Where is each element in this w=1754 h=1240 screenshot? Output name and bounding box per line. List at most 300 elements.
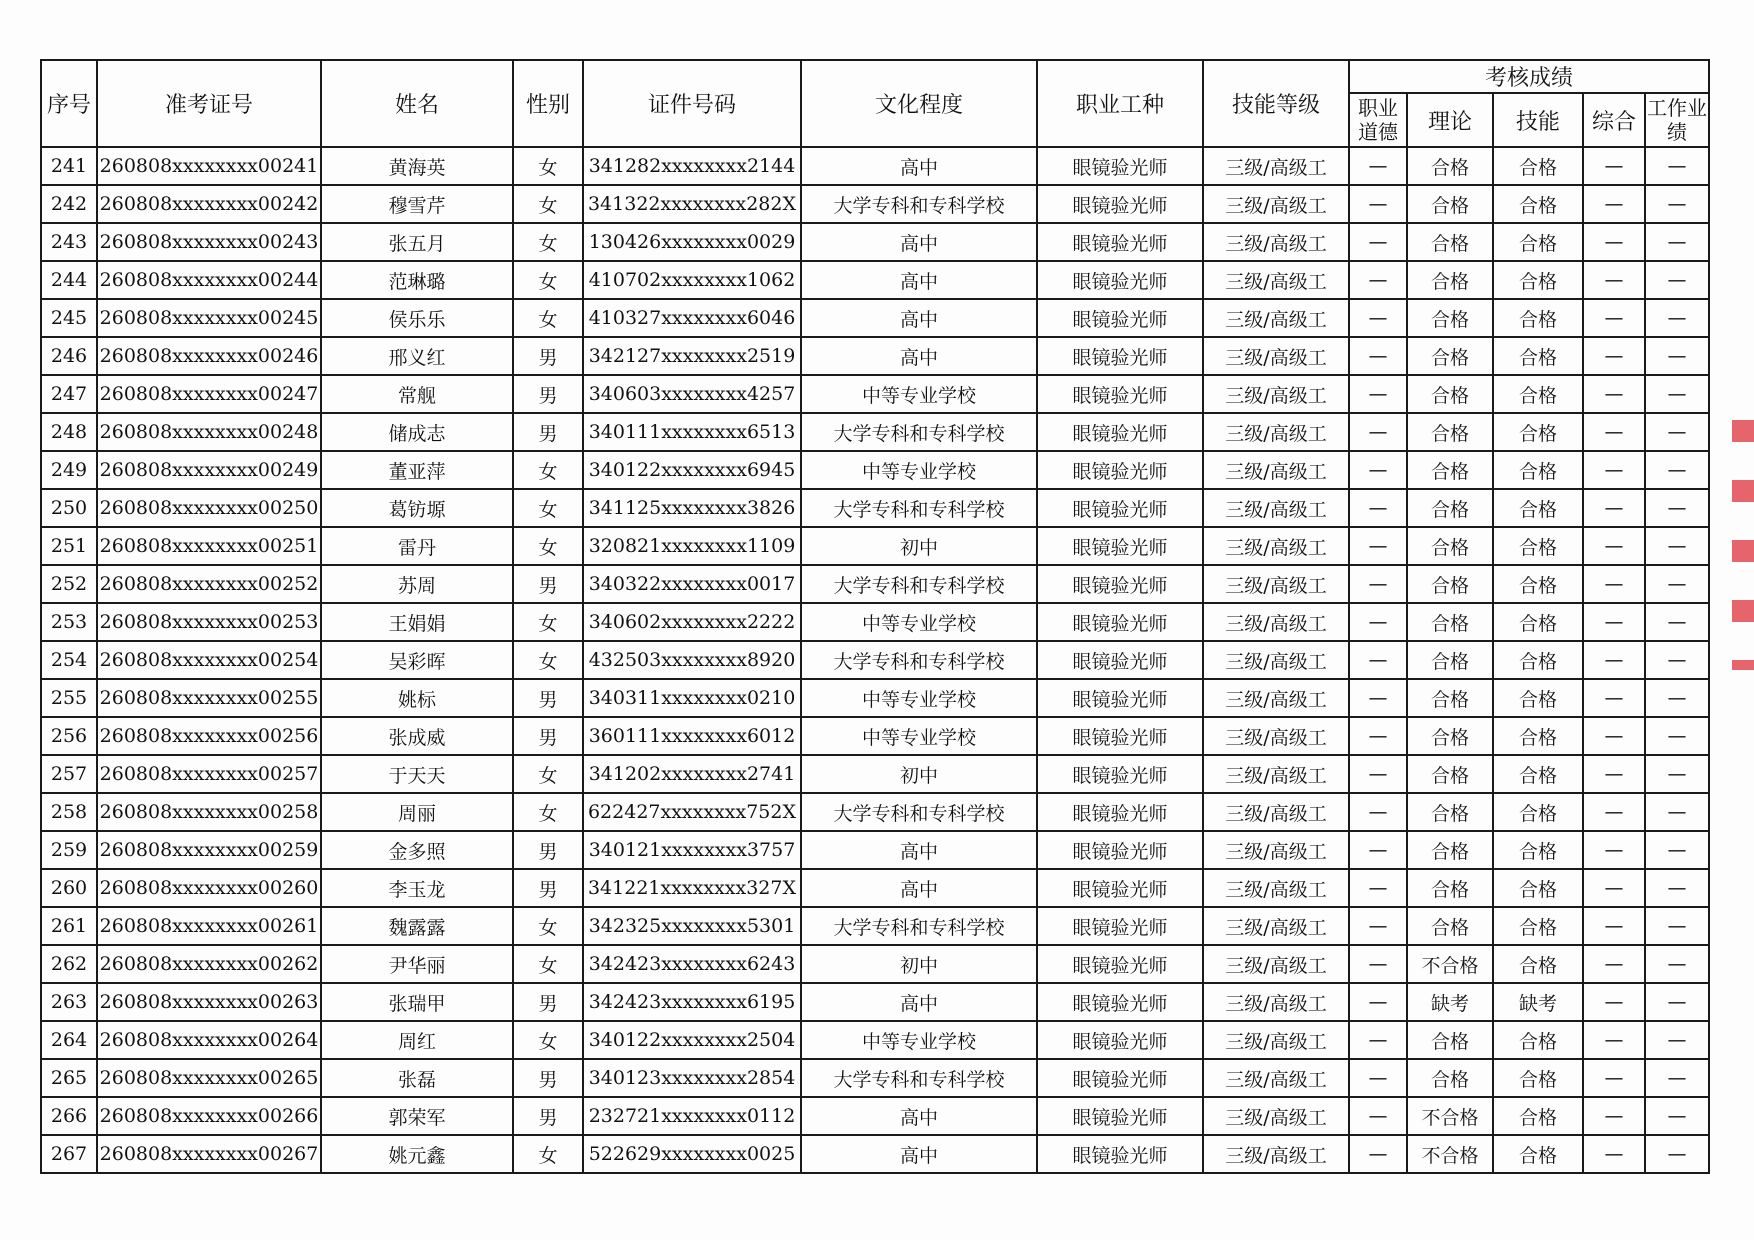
cell-performance: — bbox=[1645, 565, 1709, 603]
cell-id-number: 410702xxxxxxxx1062 bbox=[583, 261, 801, 299]
cell-exam-number: 260808xxxxxxxx00254 bbox=[97, 641, 321, 679]
cell-theory: 合格 bbox=[1407, 831, 1493, 869]
cell-performance: — bbox=[1645, 869, 1709, 907]
cell-theory: 合格 bbox=[1407, 527, 1493, 565]
cell-gender: 女 bbox=[513, 489, 583, 527]
cell-gender: 女 bbox=[513, 299, 583, 337]
cell-theory: 合格 bbox=[1407, 907, 1493, 945]
cell-ethics: — bbox=[1349, 413, 1407, 451]
cell-performance: — bbox=[1645, 1097, 1709, 1135]
table-row bbox=[41, 641, 1709, 679]
header-skill-level: 技能等级 bbox=[1203, 60, 1349, 147]
table-row bbox=[41, 717, 1709, 755]
cell-skill: 合格 bbox=[1493, 413, 1583, 451]
cell-occupation: 眼镜验光师 bbox=[1037, 755, 1203, 793]
cell-gender: 女 bbox=[513, 945, 583, 983]
cell-occupation: 眼镜验光师 bbox=[1037, 299, 1203, 337]
cell-name: 周丽 bbox=[321, 793, 513, 831]
cell-seq: 259 bbox=[41, 831, 97, 869]
cell-exam-number: 260808xxxxxxxx00244 bbox=[97, 261, 321, 299]
cell-ethics: — bbox=[1349, 261, 1407, 299]
cell-skill: 合格 bbox=[1493, 185, 1583, 223]
cell-comprehensive: — bbox=[1583, 869, 1645, 907]
cell-ethics: — bbox=[1349, 717, 1407, 755]
table-row bbox=[41, 489, 1709, 527]
cell-skill: 合格 bbox=[1493, 451, 1583, 489]
cell-skill: 合格 bbox=[1493, 793, 1583, 831]
cell-exam-number: 260808xxxxxxxx00248 bbox=[97, 413, 321, 451]
cell-education: 高中 bbox=[801, 1135, 1037, 1173]
cell-exam-number: 260808xxxxxxxx00265 bbox=[97, 1059, 321, 1097]
cell-gender: 女 bbox=[513, 527, 583, 565]
cell-seq: 241 bbox=[41, 147, 97, 185]
cell-education: 中等专业学校 bbox=[801, 679, 1037, 717]
cell-seq: 243 bbox=[41, 223, 97, 261]
cell-comprehensive: — bbox=[1583, 1097, 1645, 1135]
cell-occupation: 眼镜验光师 bbox=[1037, 261, 1203, 299]
table-row bbox=[41, 565, 1709, 603]
cell-id-number: 320821xxxxxxxx1109 bbox=[583, 527, 801, 565]
cell-ethics: — bbox=[1349, 869, 1407, 907]
cell-performance: — bbox=[1645, 261, 1709, 299]
cell-comprehensive: — bbox=[1583, 907, 1645, 945]
cell-skill: 合格 bbox=[1493, 1059, 1583, 1097]
cell-exam-number: 260808xxxxxxxx00251 bbox=[97, 527, 321, 565]
cell-id-number: 432503xxxxxxxx8920 bbox=[583, 641, 801, 679]
cell-gender: 女 bbox=[513, 451, 583, 489]
cell-exam-number: 260808xxxxxxxx00252 bbox=[97, 565, 321, 603]
cell-education: 中等专业学校 bbox=[801, 603, 1037, 641]
cell-education: 高中 bbox=[801, 831, 1037, 869]
cell-gender: 女 bbox=[513, 223, 583, 261]
cell-education: 中等专业学校 bbox=[801, 451, 1037, 489]
table-row bbox=[41, 831, 1709, 869]
cell-skill-level: 三级/高级工 bbox=[1203, 907, 1349, 945]
cell-name: 葛钫塬 bbox=[321, 489, 513, 527]
cell-education: 高中 bbox=[801, 147, 1037, 185]
cell-occupation: 眼镜验光师 bbox=[1037, 1059, 1203, 1097]
header-id-number: 证件号码 bbox=[583, 60, 801, 147]
cell-seq: 244 bbox=[41, 261, 97, 299]
cell-skill-level: 三级/高级工 bbox=[1203, 147, 1349, 185]
cell-gender: 女 bbox=[513, 907, 583, 945]
cell-name: 邢义红 bbox=[321, 337, 513, 375]
cell-occupation: 眼镜验光师 bbox=[1037, 983, 1203, 1021]
table-row bbox=[41, 603, 1709, 641]
cell-performance: — bbox=[1645, 299, 1709, 337]
cell-ethics: — bbox=[1349, 831, 1407, 869]
cell-name: 黄海英 bbox=[321, 147, 513, 185]
cell-occupation: 眼镜验光师 bbox=[1037, 147, 1203, 185]
cell-occupation: 眼镜验光师 bbox=[1037, 641, 1203, 679]
cell-exam-number: 260808xxxxxxxx00245 bbox=[97, 299, 321, 337]
cell-gender: 女 bbox=[513, 1135, 583, 1173]
cell-performance: — bbox=[1645, 641, 1709, 679]
cell-gender: 男 bbox=[513, 831, 583, 869]
cell-id-number: 340311xxxxxxxx0210 bbox=[583, 679, 801, 717]
cell-ethics: — bbox=[1349, 451, 1407, 489]
table-row bbox=[41, 869, 1709, 907]
cell-name: 张瑞甲 bbox=[321, 983, 513, 1021]
cell-id-number: 340603xxxxxxxx4257 bbox=[583, 375, 801, 413]
cell-skill-level: 三级/高级工 bbox=[1203, 945, 1349, 983]
cell-occupation: 眼镜验光师 bbox=[1037, 185, 1203, 223]
cell-skill-level: 三级/高级工 bbox=[1203, 337, 1349, 375]
cell-seq: 246 bbox=[41, 337, 97, 375]
cell-gender: 女 bbox=[513, 793, 583, 831]
cell-education: 大学专科和专科学校 bbox=[801, 489, 1037, 527]
cell-performance: — bbox=[1645, 375, 1709, 413]
cell-theory: 合格 bbox=[1407, 413, 1493, 451]
cell-theory: 合格 bbox=[1407, 717, 1493, 755]
cell-education: 大学专科和专科学校 bbox=[801, 1059, 1037, 1097]
cell-occupation: 眼镜验光师 bbox=[1037, 1097, 1203, 1135]
cell-performance: — bbox=[1645, 451, 1709, 489]
cell-theory: 合格 bbox=[1407, 679, 1493, 717]
cell-comprehensive: — bbox=[1583, 147, 1645, 185]
cell-occupation: 眼镜验光师 bbox=[1037, 831, 1203, 869]
cell-comprehensive: — bbox=[1583, 983, 1645, 1021]
cell-skill: 合格 bbox=[1493, 641, 1583, 679]
cell-theory: 合格 bbox=[1407, 1021, 1493, 1059]
cell-exam-number: 260808xxxxxxxx00260 bbox=[97, 869, 321, 907]
cell-gender: 男 bbox=[513, 413, 583, 451]
cell-performance: — bbox=[1645, 489, 1709, 527]
cell-id-number: 130426xxxxxxxx0029 bbox=[583, 223, 801, 261]
cell-ethics: — bbox=[1349, 1097, 1407, 1135]
cell-name: 金多照 bbox=[321, 831, 513, 869]
cell-performance: — bbox=[1645, 983, 1709, 1021]
table-row bbox=[41, 185, 1709, 223]
cell-skill-level: 三级/高级工 bbox=[1203, 565, 1349, 603]
cell-theory: 不合格 bbox=[1407, 1135, 1493, 1173]
cell-occupation: 眼镜验光师 bbox=[1037, 907, 1203, 945]
cell-education: 大学专科和专科学校 bbox=[801, 565, 1037, 603]
cell-ethics: — bbox=[1349, 983, 1407, 1021]
cell-theory: 合格 bbox=[1407, 755, 1493, 793]
cell-comprehensive: — bbox=[1583, 603, 1645, 641]
cell-education: 大学专科和专科学校 bbox=[801, 907, 1037, 945]
cell-id-number: 340111xxxxxxxx6513 bbox=[583, 413, 801, 451]
cell-name: 侯乐乐 bbox=[321, 299, 513, 337]
cell-id-number: 340122xxxxxxxx2504 bbox=[583, 1021, 801, 1059]
header-name: 姓名 bbox=[321, 60, 513, 147]
cell-skill: 合格 bbox=[1493, 945, 1583, 983]
cell-occupation: 眼镜验光师 bbox=[1037, 717, 1203, 755]
table-row bbox=[41, 299, 1709, 337]
cell-id-number: 340322xxxxxxxx0017 bbox=[583, 565, 801, 603]
cell-comprehensive: — bbox=[1583, 261, 1645, 299]
cell-ethics: — bbox=[1349, 565, 1407, 603]
cell-seq: 252 bbox=[41, 565, 97, 603]
cell-education: 初中 bbox=[801, 527, 1037, 565]
cell-skill-level: 三级/高级工 bbox=[1203, 451, 1349, 489]
cell-skill-level: 三级/高级工 bbox=[1203, 261, 1349, 299]
cell-skill-level: 三级/高级工 bbox=[1203, 299, 1349, 337]
cell-skill-level: 三级/高级工 bbox=[1203, 1059, 1349, 1097]
cell-name: 魏露露 bbox=[321, 907, 513, 945]
cell-id-number: 341282xxxxxxxx2144 bbox=[583, 147, 801, 185]
cell-name: 张成威 bbox=[321, 717, 513, 755]
cell-gender: 男 bbox=[513, 717, 583, 755]
cell-comprehensive: — bbox=[1583, 223, 1645, 261]
cell-education: 高中 bbox=[801, 1097, 1037, 1135]
cell-id-number: 341221xxxxxxxx327X bbox=[583, 869, 801, 907]
cell-performance: — bbox=[1645, 679, 1709, 717]
cell-occupation: 眼镜验光师 bbox=[1037, 375, 1203, 413]
cell-theory: 缺考 bbox=[1407, 983, 1493, 1021]
cell-theory: 不合格 bbox=[1407, 945, 1493, 983]
cell-name: 尹华丽 bbox=[321, 945, 513, 983]
cell-skill-level: 三级/高级工 bbox=[1203, 413, 1349, 451]
cell-comprehensive: — bbox=[1583, 527, 1645, 565]
cell-seq: 254 bbox=[41, 641, 97, 679]
cell-occupation: 眼镜验光师 bbox=[1037, 869, 1203, 907]
cell-skill: 合格 bbox=[1493, 147, 1583, 185]
cell-comprehensive: — bbox=[1583, 945, 1645, 983]
cell-gender: 女 bbox=[513, 755, 583, 793]
cell-id-number: 342423xxxxxxxx6243 bbox=[583, 945, 801, 983]
table-row bbox=[41, 1097, 1709, 1135]
cell-theory: 合格 bbox=[1407, 565, 1493, 603]
cell-ethics: — bbox=[1349, 945, 1407, 983]
cell-seq: 264 bbox=[41, 1021, 97, 1059]
cell-skill: 合格 bbox=[1493, 869, 1583, 907]
cell-name: 吴彩晖 bbox=[321, 641, 513, 679]
cell-gender: 女 bbox=[513, 603, 583, 641]
cell-ethics: — bbox=[1349, 375, 1407, 413]
cell-gender: 男 bbox=[513, 565, 583, 603]
cell-skill-level: 三级/高级工 bbox=[1203, 679, 1349, 717]
cell-skill: 合格 bbox=[1493, 717, 1583, 755]
cell-ethics: — bbox=[1349, 793, 1407, 831]
cell-skill: 合格 bbox=[1493, 907, 1583, 945]
header-row-top bbox=[41, 60, 1709, 93]
cell-id-number: 340123xxxxxxxx2854 bbox=[583, 1059, 801, 1097]
cell-seq: 247 bbox=[41, 375, 97, 413]
cell-skill: 合格 bbox=[1493, 603, 1583, 641]
cell-performance: — bbox=[1645, 413, 1709, 451]
cell-comprehensive: — bbox=[1583, 679, 1645, 717]
cell-skill-level: 三级/高级工 bbox=[1203, 185, 1349, 223]
cell-name: 郭荣军 bbox=[321, 1097, 513, 1135]
cell-theory: 合格 bbox=[1407, 1059, 1493, 1097]
table-row bbox=[41, 793, 1709, 831]
cell-performance: — bbox=[1645, 147, 1709, 185]
cell-seq: 249 bbox=[41, 451, 97, 489]
cell-seq: 253 bbox=[41, 603, 97, 641]
cell-seq: 267 bbox=[41, 1135, 97, 1173]
cell-gender: 女 bbox=[513, 147, 583, 185]
cell-skill: 合格 bbox=[1493, 755, 1583, 793]
header-comprehensive: 综合 bbox=[1583, 93, 1645, 147]
cell-name: 雷丹 bbox=[321, 527, 513, 565]
table-row bbox=[41, 1135, 1709, 1173]
cell-name: 于天天 bbox=[321, 755, 513, 793]
cell-id-number: 341125xxxxxxxx3826 bbox=[583, 489, 801, 527]
cell-comprehensive: — bbox=[1583, 375, 1645, 413]
cell-occupation: 眼镜验光师 bbox=[1037, 413, 1203, 451]
cell-skill-level: 三级/高级工 bbox=[1203, 717, 1349, 755]
cell-exam-number: 260808xxxxxxxx00253 bbox=[97, 603, 321, 641]
cell-comprehensive: — bbox=[1583, 299, 1645, 337]
cell-skill: 合格 bbox=[1493, 679, 1583, 717]
cell-skill: 合格 bbox=[1493, 299, 1583, 337]
cell-skill: 合格 bbox=[1493, 1135, 1583, 1173]
cell-gender: 男 bbox=[513, 1059, 583, 1097]
cell-name: 姚元鑫 bbox=[321, 1135, 513, 1173]
cell-seq: 266 bbox=[41, 1097, 97, 1135]
cell-name: 李玉龙 bbox=[321, 869, 513, 907]
cell-theory: 合格 bbox=[1407, 147, 1493, 185]
cell-exam-number: 260808xxxxxxxx00249 bbox=[97, 451, 321, 489]
table-row bbox=[41, 451, 1709, 489]
cell-exam-number: 260808xxxxxxxx00242 bbox=[97, 185, 321, 223]
header-occupation: 职业工种 bbox=[1037, 60, 1203, 147]
cell-id-number: 341322xxxxxxxx282X bbox=[583, 185, 801, 223]
cell-skill-level: 三级/高级工 bbox=[1203, 603, 1349, 641]
cell-ethics: — bbox=[1349, 755, 1407, 793]
cell-occupation: 眼镜验光师 bbox=[1037, 451, 1203, 489]
cell-performance: — bbox=[1645, 755, 1709, 793]
cell-comprehensive: — bbox=[1583, 641, 1645, 679]
cell-skill-level: 三级/高级工 bbox=[1203, 1021, 1349, 1059]
cell-exam-number: 260808xxxxxxxx00255 bbox=[97, 679, 321, 717]
cell-occupation: 眼镜验光师 bbox=[1037, 1021, 1203, 1059]
cell-performance: — bbox=[1645, 1135, 1709, 1173]
cell-comprehensive: — bbox=[1583, 451, 1645, 489]
cell-seq: 251 bbox=[41, 527, 97, 565]
cell-name: 董亚萍 bbox=[321, 451, 513, 489]
cell-theory: 合格 bbox=[1407, 603, 1493, 641]
cell-id-number: 342325xxxxxxxx5301 bbox=[583, 907, 801, 945]
cell-id-number: 232721xxxxxxxx0112 bbox=[583, 1097, 801, 1135]
cell-performance: — bbox=[1645, 603, 1709, 641]
header-exam-number: 准考证号 bbox=[97, 60, 321, 147]
exam-results-table bbox=[40, 59, 1710, 1174]
cell-skill-level: 三级/高级工 bbox=[1203, 793, 1349, 831]
header-skill: 技能 bbox=[1493, 93, 1583, 147]
cell-ethics: — bbox=[1349, 489, 1407, 527]
cell-skill-level: 三级/高级工 bbox=[1203, 489, 1349, 527]
cell-name: 常舰 bbox=[321, 375, 513, 413]
cell-exam-number: 260808xxxxxxxx00261 bbox=[97, 907, 321, 945]
cell-performance: — bbox=[1645, 945, 1709, 983]
cell-occupation: 眼镜验光师 bbox=[1037, 603, 1203, 641]
cell-seq: 255 bbox=[41, 679, 97, 717]
cell-id-number: 342423xxxxxxxx6195 bbox=[583, 983, 801, 1021]
cell-skill: 缺考 bbox=[1493, 983, 1583, 1021]
table-row bbox=[41, 527, 1709, 565]
cell-gender: 男 bbox=[513, 869, 583, 907]
table-row bbox=[41, 261, 1709, 299]
cell-seq: 262 bbox=[41, 945, 97, 983]
table-row bbox=[41, 679, 1709, 717]
cell-name: 穆雪芹 bbox=[321, 185, 513, 223]
table-row bbox=[41, 223, 1709, 261]
cell-theory: 合格 bbox=[1407, 299, 1493, 337]
cell-skill-level: 三级/高级工 bbox=[1203, 869, 1349, 907]
cell-theory: 不合格 bbox=[1407, 1097, 1493, 1135]
table-row bbox=[41, 375, 1709, 413]
cell-occupation: 眼镜验光师 bbox=[1037, 679, 1203, 717]
cell-seq: 260 bbox=[41, 869, 97, 907]
cell-occupation: 眼镜验光师 bbox=[1037, 337, 1203, 375]
header-seq: 序号 bbox=[41, 60, 97, 147]
cell-performance: — bbox=[1645, 1059, 1709, 1097]
cell-education: 高中 bbox=[801, 299, 1037, 337]
cell-comprehensive: — bbox=[1583, 831, 1645, 869]
cell-skill: 合格 bbox=[1493, 1021, 1583, 1059]
cell-theory: 合格 bbox=[1407, 869, 1493, 907]
cell-exam-number: 260808xxxxxxxx00263 bbox=[97, 983, 321, 1021]
cell-seq: 257 bbox=[41, 755, 97, 793]
table-row bbox=[41, 147, 1709, 185]
cell-seq: 250 bbox=[41, 489, 97, 527]
cell-ethics: — bbox=[1349, 603, 1407, 641]
cell-ethics: — bbox=[1349, 679, 1407, 717]
cell-education: 大学专科和专科学校 bbox=[801, 641, 1037, 679]
cell-id-number: 522629xxxxxxxx0025 bbox=[583, 1135, 801, 1173]
cell-comprehensive: — bbox=[1583, 413, 1645, 451]
cell-exam-number: 260808xxxxxxxx00243 bbox=[97, 223, 321, 261]
cell-education: 中等专业学校 bbox=[801, 375, 1037, 413]
cell-id-number: 360111xxxxxxxx6012 bbox=[583, 717, 801, 755]
cell-comprehensive: — bbox=[1583, 565, 1645, 603]
cell-occupation: 眼镜验光师 bbox=[1037, 489, 1203, 527]
cell-name: 储成志 bbox=[321, 413, 513, 451]
cell-theory: 合格 bbox=[1407, 451, 1493, 489]
cell-gender: 男 bbox=[513, 1097, 583, 1135]
cell-skill-level: 三级/高级工 bbox=[1203, 1097, 1349, 1135]
header-theory: 理论 bbox=[1407, 93, 1493, 147]
cell-ethics: — bbox=[1349, 185, 1407, 223]
cell-skill: 合格 bbox=[1493, 489, 1583, 527]
table-row bbox=[41, 337, 1709, 375]
cell-id-number: 340602xxxxxxxx2222 bbox=[583, 603, 801, 641]
header-gender: 性别 bbox=[513, 60, 583, 147]
table-row bbox=[41, 945, 1709, 983]
cell-occupation: 眼镜验光师 bbox=[1037, 565, 1203, 603]
cell-theory: 合格 bbox=[1407, 261, 1493, 299]
cell-comprehensive: — bbox=[1583, 755, 1645, 793]
cell-skill-level: 三级/高级工 bbox=[1203, 983, 1349, 1021]
cell-gender: 男 bbox=[513, 679, 583, 717]
cell-comprehensive: — bbox=[1583, 1135, 1645, 1173]
table-row bbox=[41, 755, 1709, 793]
cell-ethics: — bbox=[1349, 907, 1407, 945]
cell-comprehensive: — bbox=[1583, 1059, 1645, 1097]
cell-exam-number: 260808xxxxxxxx00258 bbox=[97, 793, 321, 831]
cell-comprehensive: — bbox=[1583, 793, 1645, 831]
cell-theory: 合格 bbox=[1407, 185, 1493, 223]
cell-theory: 合格 bbox=[1407, 793, 1493, 831]
cell-seq: 242 bbox=[41, 185, 97, 223]
cell-performance: — bbox=[1645, 831, 1709, 869]
cell-exam-number: 260808xxxxxxxx00264 bbox=[97, 1021, 321, 1059]
cell-exam-number: 260808xxxxxxxx00247 bbox=[97, 375, 321, 413]
cell-id-number: 340122xxxxxxxx6945 bbox=[583, 451, 801, 489]
cell-id-number: 622427xxxxxxxx752X bbox=[583, 793, 801, 831]
cell-exam-number: 260808xxxxxxxx00266 bbox=[97, 1097, 321, 1135]
cell-gender: 男 bbox=[513, 337, 583, 375]
table-body bbox=[41, 147, 1709, 1173]
cell-comprehensive: — bbox=[1583, 717, 1645, 755]
cell-performance: — bbox=[1645, 527, 1709, 565]
cell-education: 大学专科和专科学校 bbox=[801, 185, 1037, 223]
cell-gender: 男 bbox=[513, 983, 583, 1021]
cell-seq: 256 bbox=[41, 717, 97, 755]
